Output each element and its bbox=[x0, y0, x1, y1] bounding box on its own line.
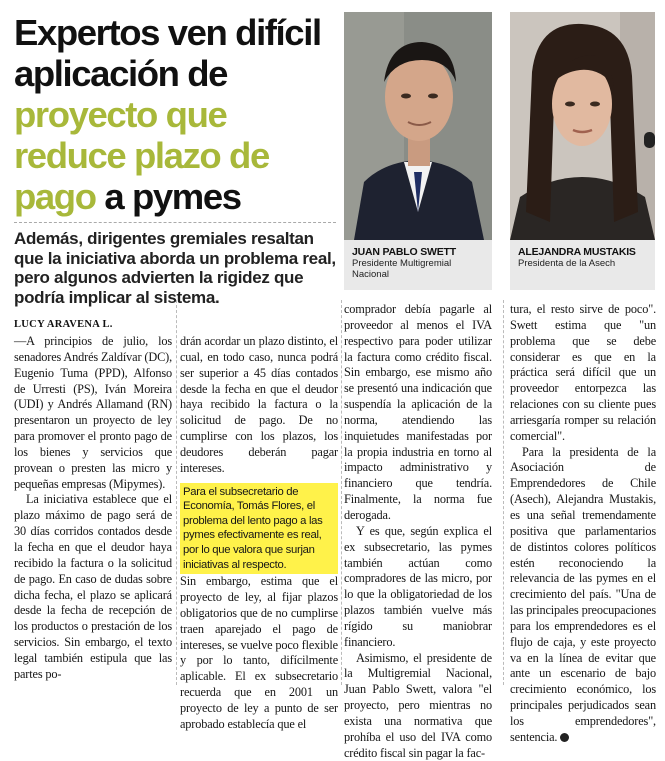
headline-highlight: proyecto que reduce plazo de pago bbox=[14, 94, 269, 217]
photo-juan-pablo-swett bbox=[344, 12, 492, 240]
paragraph: drán acordar un plazo distinto, el cual, en todo caso, nunca podrá ser superior a 45 días contados desde la fecha en que el deudor haya recibido la factura o la solicitud de pago. De no cumplirse con los plazos, los deudores deberán pagar intereses. bbox=[180, 334, 338, 475]
paragraph-continuation: Sin embargo, estima que el proyecto de ley, al fijar plazos obligatorios que de no cumplirse traen aparejado el pago de intereses, se vuelve poco flexible y por lo tanto, difícilmente aplicable. El ex subsecretario recuerda que en 2001 un proyecto de ley a punto de ser aprobado establecía que el bbox=[180, 574, 338, 731]
portrait-woman-image bbox=[510, 12, 655, 240]
deck: Además, dirigentes gremiales resaltan que la iniciativa aborda un problema real, pero algunos advierten la rigidez que podría implicar al sistema. bbox=[14, 229, 336, 307]
headline-part1: Expertos ven difícil aplicación de bbox=[14, 12, 321, 94]
highlighted-quote: Para el subsecretario de Economía, Tomás Flores, el problema del lento pago a las pymes efectivamente es real, por lo que valora que surjan iniciativas al respecto. bbox=[180, 483, 338, 575]
headline bbox=[14, 12, 336, 217]
photo-alejandra-mustakis bbox=[510, 12, 655, 240]
caption-role: Presidenta de la Asech bbox=[518, 258, 616, 269]
portrait-man-image bbox=[344, 12, 492, 240]
paragraph: —A principios de julio, los senadores Andrés Zaldívar (DC), Eugenio Tuma (PPD), Alfonso de Urresti (PS), Iván Moreira (UDI) y Andrés Allamand (RN) presentaron un proyecto de ley para promover el pronto pago de los bienes y servicios que provean o presten las micro y pequeñas empresas (Mipymes). bbox=[14, 334, 172, 491]
paragraph-highlighted bbox=[180, 483, 338, 733]
caption-alejandra-mustakis bbox=[510, 240, 655, 290]
caption-name: JUAN PABLO SWETT bbox=[352, 246, 456, 258]
caption-juan-pablo-swett bbox=[344, 240, 492, 290]
paragraph-final bbox=[510, 445, 656, 746]
column-separator bbox=[503, 300, 504, 685]
body-column-3 bbox=[344, 302, 492, 761]
paragraph: La iniciativa establece que el plazo máximo de pago será de 30 días corridos contados desde la fecha en que el deudor haya recibido la factura o la solicitud de pago. En caso de dudas sobre dicha fecha, el plazo se aplicará desde la fecha de recepción de los productos o prestación de los servicios. Sin embargo, el texto legal también estipula que las partes po- bbox=[14, 492, 172, 681]
end-of-article-icon bbox=[560, 733, 569, 742]
column-separator bbox=[341, 300, 342, 685]
paragraph: Asimismo, el presidente de la Multigremial Nacional, Juan Pablo Swett, valora "el proyecto, pero mientras no exista una normativa que prohíba el uso del IVA como crédito fiscal sin pagar la fac- bbox=[344, 650, 492, 760]
body-column-1 bbox=[14, 334, 172, 683]
paragraph: tura, el resto sirve de poco". Swett estima que "un problema que se debe considerar es que en la práctica será difícil que un proveedor entorpezca las relaciones con su cliente pues arriesgaría romper su relación comercial". bbox=[510, 302, 656, 443]
paragraph: comprador debía pagarle al proveedor al menos el IVA respectivo para poder utilizar la factura como crédito fiscal. Sin embargo, ese mismo año se presentó una indicación que suspendía la aplicación de la norma, atendiendo las inquietudes manifestadas por la propia industria en torno al impacto administrativo y financiero que tendría. Finalmente, la norma fue derogada. bbox=[344, 302, 492, 522]
body-column-4 bbox=[510, 302, 656, 746]
column-separator bbox=[176, 300, 177, 685]
caption-role: Presidente Multigremial Nacional bbox=[352, 258, 452, 280]
body-column-2 bbox=[180, 334, 338, 733]
headline-part2: a pymes bbox=[95, 176, 241, 217]
caption-name: ALEJANDRA MUSTAKIS bbox=[518, 246, 636, 258]
byline: LUCY ARAVENA L. bbox=[14, 319, 113, 330]
paragraph-text: Para la presidenta de la Asociación de Emprendedores de Chile (Asech), Alejandra Mustakis, es una señal tremendamente positiva que parlamentarios de distintos colores políticos estén reconociendo la relevancia de las pymes en el crecimiento del país. "Una de las principales preocupaciones para los emprendedores es el flujo de caja, y este proyecto va en la línea de evitar que ante un escenario de bajo crecimiento económico, los principales perjudicados sean los emprendedores", sentencia. bbox=[510, 444, 656, 744]
paragraph: Y es que, según explica el ex subsecretario, las pymes también actúan como compradores de las micro, por lo que la obligatoriedad de los plazos también vuelve más rígido su maniobrar financiero. bbox=[344, 523, 492, 649]
headline-divider bbox=[14, 222, 336, 223]
